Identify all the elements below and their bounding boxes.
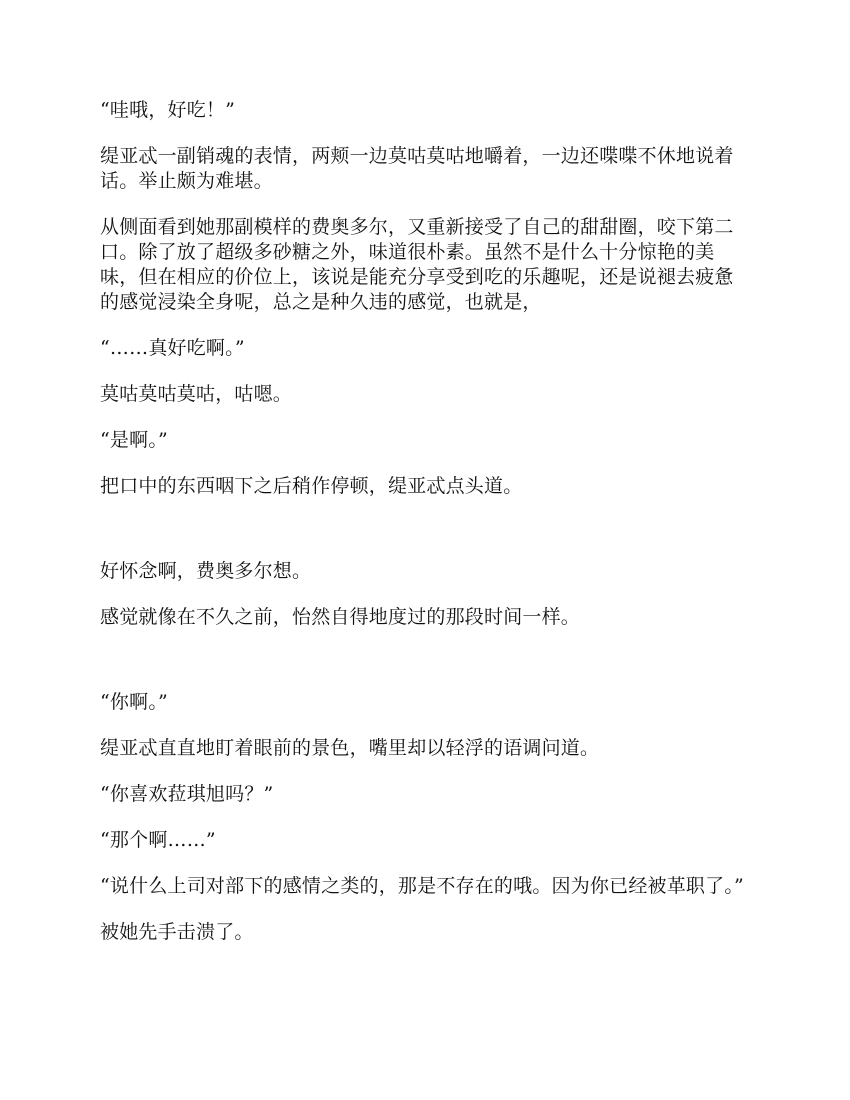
paragraph-12: “你喜欢菈琪旭吗？” — [100, 783, 274, 805]
document-page — [100, 98, 750, 945]
paragraph-6: “是啊。” — [100, 429, 168, 451]
paragraph-15: 被她先手击溃了。 — [100, 921, 254, 943]
paragraph-9: 感觉就像在不久之前，怡然自得地度过的那段时间一样。 — [100, 606, 581, 628]
paragraph-3: 从侧面看到她那副模样的费奥多尔，又重新接受了自己的甜甜圈，咬下第二口。除了放了超级多砂糖之外，味道很朴素。虽然不是什么十分惊艳的美味，但在相应的价位上，该说是能充分享受到吃的乐趣呢，还是说褪去疲惫的感觉浸染全身呢，总之是种久违的感觉，也就是， — [100, 216, 734, 313]
paragraph-1: “哇哦，好吃！” — [100, 99, 236, 121]
paragraph-11: 缇亚忒直直地盯着眼前的景色，嘴里却以轻浮的语调问道。 — [100, 737, 600, 759]
paragraph-2: 缇亚忒一副销魂的表情，两颊一边莫咕莫咕地嚼着，一边还喋喋不休地说着话。举止颇为难堪。 — [100, 145, 734, 192]
paragraph-10: “你啊。” — [100, 691, 168, 713]
paragraph-14: “说什么上司对部下的感情之类的，那是不存在的哦。因为你已经被革职了。” — [100, 875, 744, 897]
paragraph-13: “那个啊……” — [100, 829, 216, 851]
paragraph-8: 好怀念啊，费奥多尔想。 — [100, 560, 312, 582]
paragraph-5: 莫咕莫咕莫咕，咕嗯。 — [100, 383, 293, 405]
paragraph-4: “……真好吃啊。” — [100, 337, 245, 359]
paragraph-7: 把口中的东西咽下之后稍作停顿，缇亚忒点头道。 — [100, 475, 523, 497]
